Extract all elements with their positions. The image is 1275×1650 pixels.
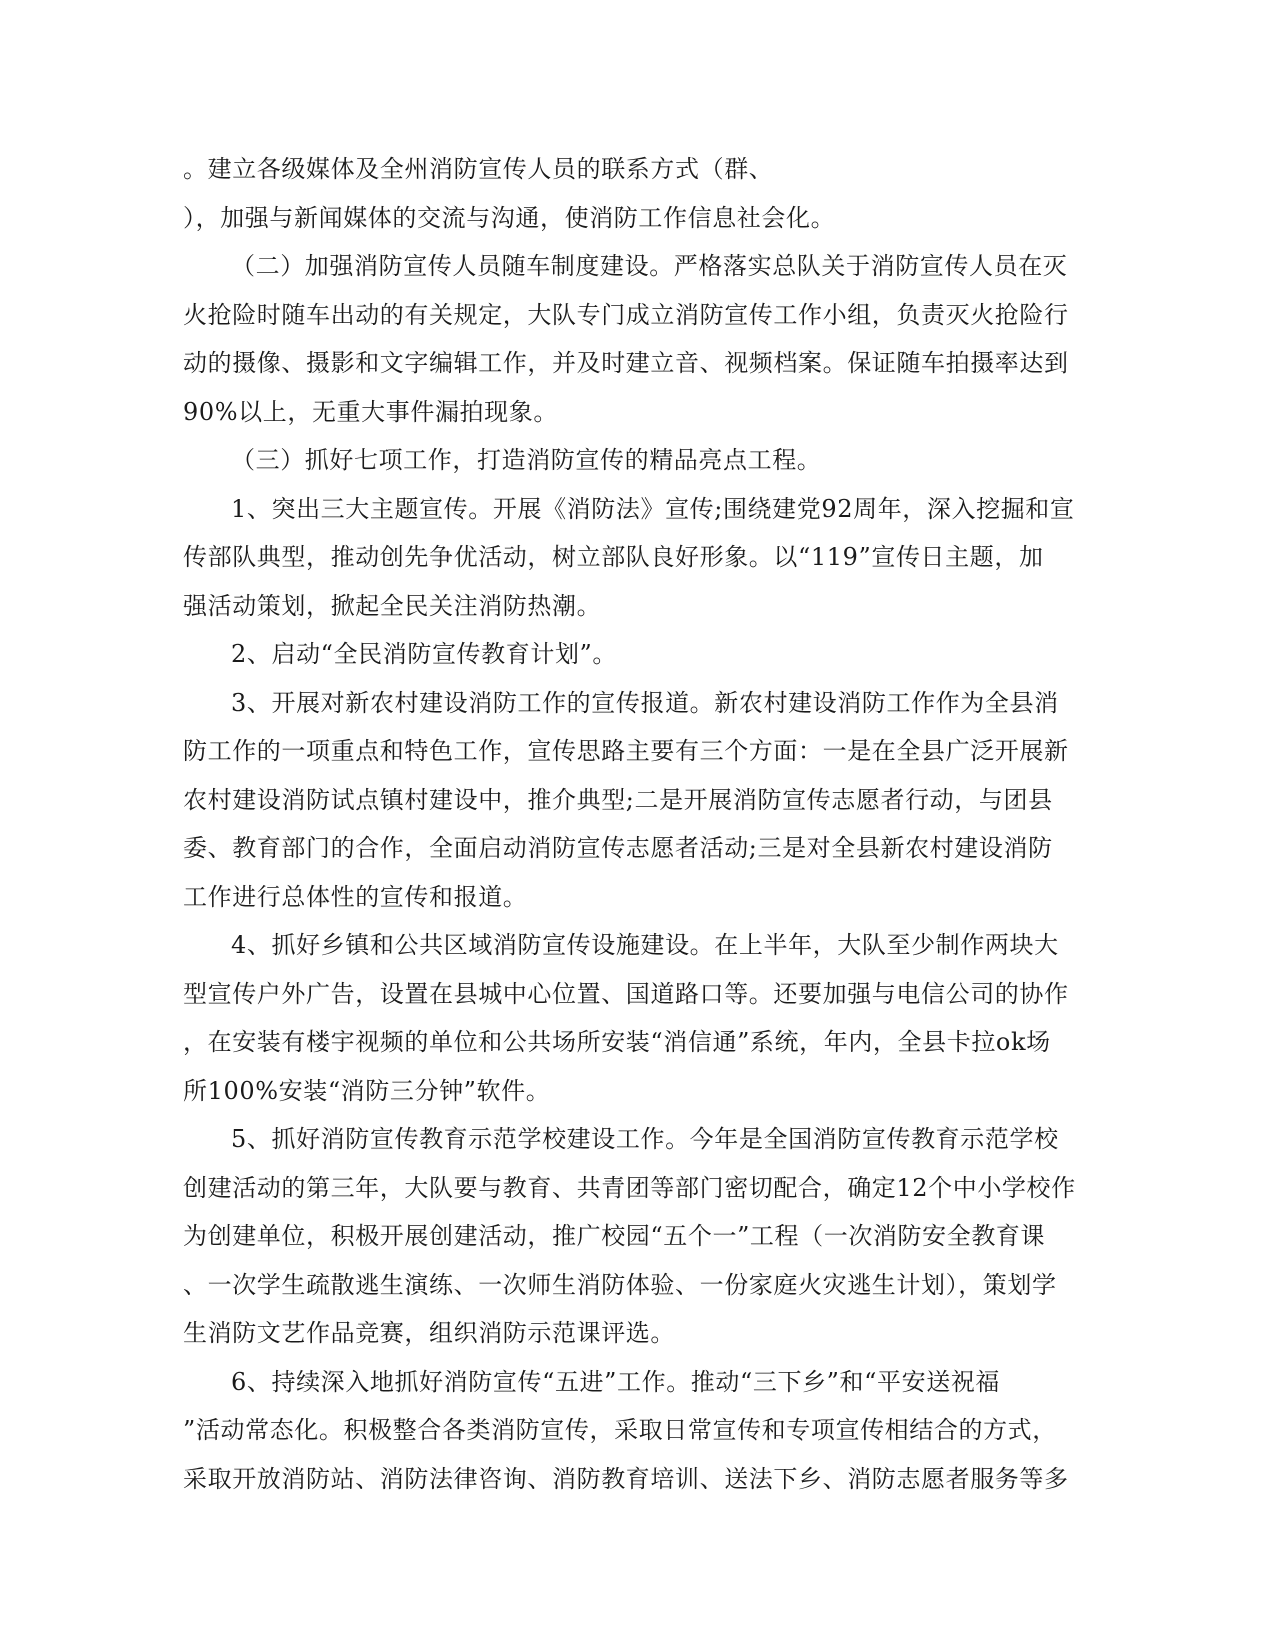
text-line: （二）加强消防宣传人员随车制度建设。严格落实总队关于消防宣传人员在灭 (231, 252, 1068, 280)
text-line: 4、抓好乡镇和公共区域消防宣传设施建设。在上半年，大队至少制作两块大 (231, 931, 1059, 959)
text-line: 5、抓好消防宣传教育示范学校建设工作。今年是全国消防宣传教育示范学校 (231, 1125, 1059, 1153)
text-line: （三）抓好七项工作，打造消防宣传的精品亮点工程。 (231, 446, 822, 474)
text-line: ），加强与新闻媒体的交流与沟通，使消防工作信息社会化。 (183, 203, 836, 232)
text-line: 工作进行总体性的宣传和报道。 (183, 882, 528, 911)
text-line: 强活动策划，掀起全民关注消防热潮。 (183, 591, 602, 620)
text-line: 采取开放消防站、消防法律咨询、消防教育培训、送法下乡、消防志愿者服务等多 (183, 1464, 1069, 1493)
text-line: 为创建单位，积极开展创建活动，推广校园“五个一”工程（一次消防安全教育课 (183, 1222, 1046, 1250)
text-line: 90%以上，无重大事件漏拍现象。 (183, 397, 558, 426)
text-line: 防工作的一项重点和特色工作，宣传思路主要有三个方面：一是在全县广泛开展新 (183, 737, 1069, 765)
document-body (183, 145, 1093, 1503)
text-line: 农村建设消防试点镇村建设中，推介典型;二是开展消防宣传志愿者行动，与团县 (183, 785, 1053, 814)
text-line: 6、持续深入地抓好消防宣传“五进”工作。推动“三下乡”和“平安送祝福 (231, 1367, 1001, 1396)
text-line: ”活动常态化。积极整合各类消防宣传，采取日常宣传和专项宣传相结合的方式， (183, 1416, 1057, 1444)
text-line: 传部队典型，推动创先争优活动，树立部队良好形象。以“119”宣传日主题，加 (183, 543, 1044, 571)
text-line: ，在安装有楼宇视频的单位和公共场所安装“消信通”系统，年内，全县卡拉ok场 (183, 1028, 1051, 1056)
text-line: 、一次学生疏散逃生演练、一次师生消防体验、一份家庭火灾逃生计划），策划学 (183, 1270, 1057, 1299)
text-line: 1、突出三大主题宣传。开展《消防法》宣传;围绕建党92周年，深入挖掘和宣 (231, 494, 1075, 523)
text-line: 生消防文艺作品竞赛，组织消防示范课评选。 (183, 1319, 675, 1347)
text-line: 2、启动“全民消防宣传教育计划”。 (231, 640, 618, 668)
text-line: 所100%安装“消防三分钟”软件。 (183, 1076, 551, 1105)
text-line: 火抢险时随车出动的有关规定，大队专门成立消防宣传工作小组，负责灭火抢险行 (183, 300, 1069, 329)
text-line: 委、教育部门的合作，全面启动消防宣传志愿者活动;三是对全县新农村建设消防 (183, 834, 1053, 862)
text-line: 动的摄像、摄影和文字编辑工作，并及时建立音、视频档案。保证随车拍摄率达到 (183, 349, 1069, 377)
text-line: 。建立各级媒体及全州消防宣传人员的联系方式（群、 (183, 155, 774, 183)
text-line: 型宣传户外广告，设置在县城中心位置、国道路口等。还要加强与电信公司的协作 (183, 979, 1069, 1008)
text-line: 创建活动的第三年，大队要与教育、共青团等部门密切配合，确定12个中小学校作 (183, 1173, 1076, 1202)
text-line: 3、开展对新农村建设消防工作的宣传报道。新农村建设消防工作作为全县消 (231, 688, 1059, 717)
